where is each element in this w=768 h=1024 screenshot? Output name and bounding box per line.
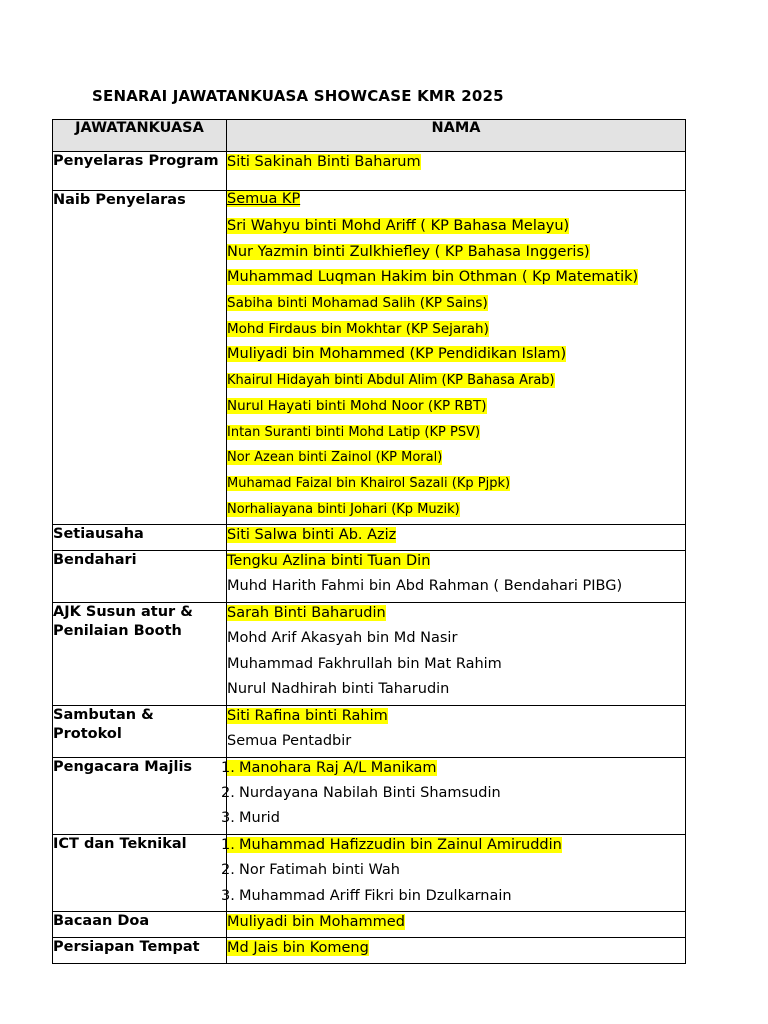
name-entry: Sri Wahyu binti Mohd Ariff ( KP Bahasa Melayu) xyxy=(227,218,570,234)
table-row xyxy=(53,835,686,912)
role-cell: AJK Susun atur & Penilaian Booth xyxy=(53,602,227,705)
header-nama: NAMA xyxy=(227,120,686,152)
role-cell: ICT dan Teknikal xyxy=(53,835,227,912)
table-row xyxy=(53,912,686,938)
role-cell: Pengacara Majlis xyxy=(53,757,227,834)
name-entry: Nor Fatimah binti Wah xyxy=(239,862,400,879)
role-cell: Naib Penyelaras xyxy=(53,191,227,525)
role-cell: Sambutan & Protokol xyxy=(53,706,227,758)
role-cell: Setiausaha xyxy=(53,525,227,551)
name-entry: Nurul Hayati binti Mohd Noor (KP RBT) xyxy=(227,397,487,414)
name-entry: Siti Rafina binti Rahim xyxy=(227,708,388,724)
names-cell xyxy=(227,152,686,191)
table-header-row xyxy=(53,120,686,152)
name-entry: Muliyadi bin Mohammed xyxy=(227,914,405,931)
name-entry: Manohara Raj A/L Manikam xyxy=(239,759,437,776)
list-number: 1. xyxy=(221,759,235,776)
header-jawatankuasa: JAWATANKUASA xyxy=(53,120,227,152)
committee-table xyxy=(52,119,686,964)
name-entry: Sarah Binti Baharudin xyxy=(227,604,386,621)
table-row xyxy=(53,757,686,834)
role-cell: Penyelaras Program xyxy=(53,152,227,191)
name-entry: Nurdayana Nabilah Binti Shamsudin xyxy=(239,784,501,801)
table-row xyxy=(53,706,686,758)
names-cell xyxy=(227,938,686,964)
name-entry: Muhamad Faizal bin Khairol Sazali (Kp Pjpk) xyxy=(227,475,511,491)
names-cell xyxy=(227,912,686,938)
name-entry: Nur Yazmin binti Zulkhiefley ( KP Bahasa Inggeris) xyxy=(227,243,590,260)
name-entry: Siti Salwa binti Ab. Aziz xyxy=(227,527,397,544)
name-entry: Muhd Harith Fahmi bin Abd Rahman ( Bendahari PIBG) xyxy=(227,578,623,595)
name-entry: Semua KP xyxy=(227,191,301,207)
list-number: 2. xyxy=(221,862,235,879)
names-cell xyxy=(227,551,686,603)
list-number: 1. xyxy=(221,837,235,854)
names-cell xyxy=(227,602,686,705)
name-entry: Muhammad Hafizzudin bin Zainul Amiruddin xyxy=(239,837,562,854)
name-entry: Tengku Azlina binti Tuan Din xyxy=(227,553,431,570)
name-entry: Mohd Arif Akasyah bin Md Nasir xyxy=(227,629,458,646)
table-row xyxy=(53,191,686,525)
role-cell: Persiapan Tempat xyxy=(53,938,227,964)
name-entry: Nor Azean binti Zainol (KP Moral) xyxy=(227,450,443,466)
name-entry: Muhammad Fakhrullah bin Mat Rahim xyxy=(227,655,502,672)
name-entry: Norhaliayana binti Johari (Kp Muzik) xyxy=(227,501,460,517)
names-cell xyxy=(221,757,686,834)
names-cell xyxy=(227,525,686,551)
name-entry: Murid xyxy=(239,810,280,827)
table-row xyxy=(53,152,686,191)
table-row xyxy=(53,602,686,705)
list-number: 2. xyxy=(221,784,235,801)
name-entry: Sabiha binti Mohamad Salih (KP Sains) xyxy=(227,295,488,312)
role-cell: Bendahari xyxy=(53,551,227,603)
name-entry: Muhammad Luqman Hakim bin Othman ( Kp Matematik) xyxy=(227,269,639,286)
names-cell xyxy=(227,191,686,525)
name-entry: Muliyadi bin Mohammed (KP Pendidikan Islam) xyxy=(227,346,567,363)
name-entry: Md Jais bin Komeng xyxy=(227,940,369,957)
table-row xyxy=(53,938,686,964)
name-entry: Intan Suranti binti Mohd Latip (KP PSV) xyxy=(227,424,481,440)
name-entry: Siti Sakinah Binti Baharum xyxy=(227,154,421,170)
name-entry: Muhammad Ariff Fikri bin Dzulkarnain xyxy=(239,887,512,904)
names-cell xyxy=(221,835,686,912)
table-row xyxy=(53,551,686,603)
table-row xyxy=(53,525,686,551)
list-number: 3. xyxy=(221,810,235,827)
name-entry: Nurul Nadhirah binti Taharudin xyxy=(227,681,450,698)
role-cell: Bacaan Doa xyxy=(53,912,227,938)
document-title: SENARAI JAWATANKUASA SHOWCASE KMR 2025 xyxy=(92,87,504,105)
name-entry: Khairul Hidayah binti Abdul Alim (KP Bahasa Arab) xyxy=(227,373,555,389)
names-cell xyxy=(227,706,686,758)
name-entry: Semua Pentadbir xyxy=(227,733,352,749)
name-entry: Mohd Firdaus bin Mokhtar (KP Sejarah) xyxy=(227,320,489,337)
list-number: 3. xyxy=(221,887,235,904)
